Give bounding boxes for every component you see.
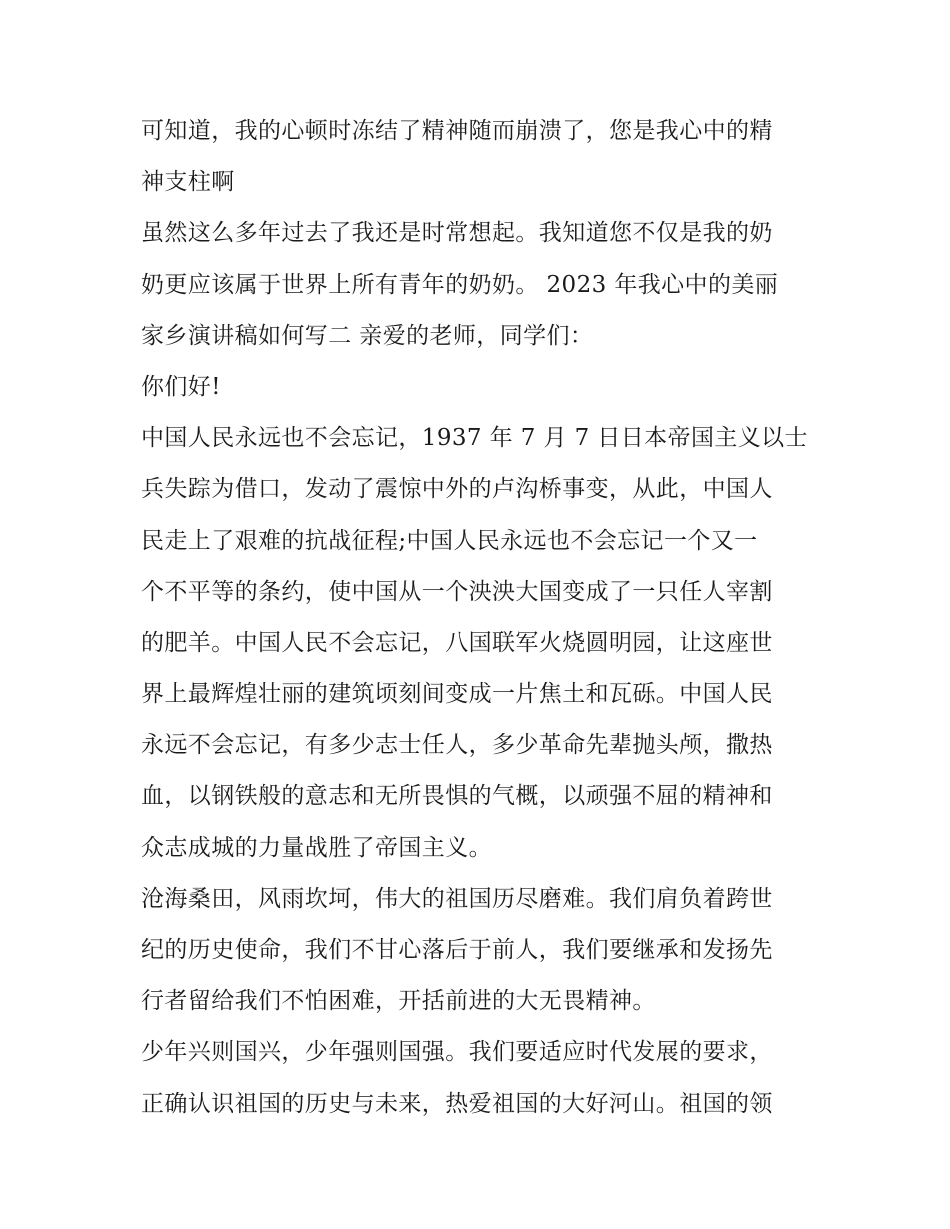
text-line: 可知道，我的心顿时冻结了精神随而崩溃了，您是我心中的精 [141, 118, 773, 144]
paragraph-4 [141, 413, 813, 874]
text-line: 虽然这么多年过去了我还是时常想起。我知道您不仅是我的奶 [141, 220, 773, 247]
text-line: 神支柱啊 [141, 169, 235, 196]
text-line: 永远不会忘记，有多少志士任人，多少革命先辈抛头颅，撒热 [141, 732, 773, 759]
text-line: 家乡演讲稿如何写二 亲爱的老师，同学们： [141, 322, 594, 349]
text-line: 少年兴则国兴，少年强则国强。我们要适应时代发展的要求， [141, 1039, 773, 1066]
text-line: 纪的历史使命，我们不甘心落后于前人，我们要继承和发扬先 [141, 937, 773, 963]
text-line: 你们好! [141, 373, 221, 400]
text-line: 中国人民永远也不会忘记，1937 年 7 月 7 日日本帝国主义以士 [141, 425, 808, 452]
paragraph-2 [141, 208, 813, 362]
text-line: 正确认识祖国的历史与未来，热爱祖国的大好河山。祖国的领 [141, 1090, 773, 1117]
text-line: 民走上了艰难的抗战征程;中国人民永远也不会忘记一个又一 [141, 527, 758, 554]
text-line: 众志成城的力量战胜了帝国主义。 [141, 834, 492, 861]
paragraph-3 [141, 362, 813, 413]
text-line: 个不平等的条约，使中国从一个泱泱大国变成了一只任人宰割 [141, 578, 773, 605]
text-line: 界上最辉煌壮丽的建筑顷刻间变成一片焦土和瓦砾。中国人民 [141, 681, 773, 708]
text-line: 沧海桑田，风雨坎坷，伟大的祖国历尽磨难。我们肩负着跨世 [141, 885, 773, 912]
paragraph-5 [141, 874, 813, 1028]
paragraph-6 [141, 1027, 813, 1129]
text-line: 奶更应该属于世界上所有青年的奶奶。 2023 年我心中的美丽 [141, 271, 779, 298]
text-line: 兵失踪为借口，发动了震惊中外的卢沟桥事变，从此，中国人 [141, 476, 773, 503]
document-body [141, 106, 813, 1130]
text-line: 血，以钢铁般的意志和无所畏惧的气概，以顽强不屈的精神和 [141, 783, 773, 810]
paragraph-1 [141, 106, 813, 208]
text-line: 行者留给我们不怕困难，开括前进的大无畏精神。 [141, 988, 656, 1015]
text-line: 的肥羊。中国人民不会忘记，八国联军火烧圆明园，让这座世 [141, 629, 773, 656]
